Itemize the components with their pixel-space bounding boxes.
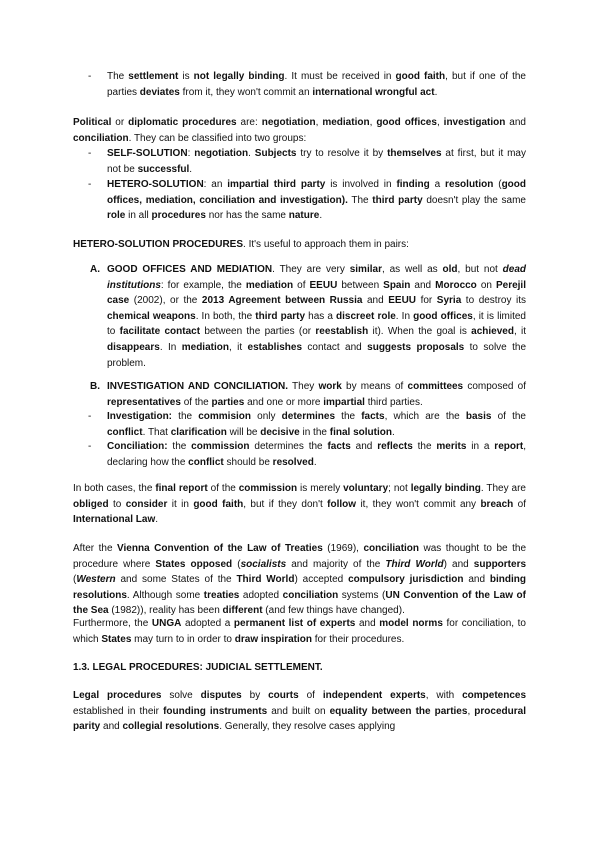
text-run: it). When the goal is — [368, 326, 472, 338]
text-run: Furthermore, the — [73, 618, 152, 629]
text-run: ) accepted — [294, 574, 349, 586]
bold-term: report — [494, 441, 524, 452]
text-run: . — [248, 148, 255, 159]
text-run: ( — [73, 574, 77, 586]
bold-term: International Law — [73, 514, 156, 526]
bold-term: Vienna Convention of the Law of Treaties — [117, 543, 323, 554]
text-run: for their procedures. — [312, 633, 405, 645]
bold-term: nature — [288, 210, 320, 222]
text-run: , with — [425, 690, 463, 701]
list-dash: - — [88, 411, 92, 422]
text-run: and — [505, 117, 526, 128]
bold-term: States opposed — [155, 558, 233, 570]
bold-term: work — [318, 381, 342, 392]
bold-term: disputes — [200, 690, 242, 701]
text-run: . In — [159, 341, 182, 353]
text-run: to solve the problem. — [107, 341, 527, 369]
bold-term: draw inspiration — [234, 633, 312, 645]
bold-term: good faith — [395, 71, 446, 82]
text-run: for — [416, 295, 437, 307]
bold-term: good offices — [376, 117, 437, 128]
bold-term: establishes — [247, 341, 303, 353]
text-run: . They are very — [272, 264, 350, 275]
section-heading-legal-procedures: 1.3. LEGAL PROCEDURES: JUDICIAL SETTLEMENT. — [73, 662, 323, 673]
text-run: , which are the — [384, 411, 466, 422]
bold-term: facts — [361, 411, 385, 422]
text-run: solve — [161, 690, 201, 701]
bold-term: determines — [281, 411, 336, 422]
text-run: is merely — [297, 483, 344, 494]
text-run: the — [335, 411, 362, 422]
text-run: between the parties (or — [200, 326, 316, 338]
text-run: it in — [167, 498, 194, 510]
bold-term: treaties — [203, 589, 240, 601]
bold-term — [385, 559, 443, 570]
bold-term: good faith — [193, 498, 244, 510]
bold-term: Spain — [383, 279, 411, 291]
bold-term: collegial resolutions — [122, 721, 220, 733]
text-run: , as well as — [381, 264, 443, 275]
bold-term: chemical weapons — [107, 310, 196, 322]
bold-term: conciliation — [363, 543, 420, 554]
text-run: The — [347, 194, 373, 206]
bold-term: conflict — [107, 426, 143, 438]
bold-term: merits — [436, 441, 467, 452]
bold-term: courts — [268, 690, 299, 701]
bold-term: model norms — [379, 618, 443, 629]
text-run: (1982)), reality has been — [108, 605, 223, 617]
text-run: . They can be classified into two groups: — [128, 132, 307, 144]
bold-term: procedures — [151, 210, 206, 222]
text-run: by — [241, 690, 269, 701]
emphasis-text: Third World — [385, 558, 444, 570]
list-dash: - — [88, 179, 92, 190]
text-run: from it, they won't commit an — [179, 86, 313, 98]
text-run: may turn to in order to — [131, 633, 235, 645]
text-run: (2002), or the — [129, 295, 202, 307]
emphasis-text: Western — [76, 574, 116, 586]
bold-term: impartial — [323, 396, 365, 408]
bold-term: voluntary — [343, 483, 389, 494]
bold-term: commission — [191, 441, 250, 452]
text-run: ( — [493, 179, 502, 190]
bold-term: conciliation — [73, 132, 129, 144]
text-run: , it — [513, 326, 527, 338]
bold-term: different — [222, 605, 263, 617]
bold-term: facts — [327, 441, 351, 452]
text-run: . — [434, 86, 438, 98]
text-run: on — [476, 279, 496, 291]
text-run: of — [293, 279, 310, 291]
bold-term: GOOD OFFICES AND MEDIATION — [107, 264, 273, 275]
bold-term: consider — [125, 498, 168, 510]
text-run: of — [513, 498, 526, 510]
bold-term: permanent list of experts — [233, 618, 356, 629]
bold-term: Legal procedures — [73, 690, 162, 701]
bold-term: commission — [238, 483, 298, 494]
investigation-item — [107, 409, 526, 440]
bold-term: settlement — [128, 71, 179, 82]
text-run: and built on — [267, 705, 330, 717]
bold-term: good offices, mediation, conciliation and investigation). — [107, 179, 527, 206]
bold-term: Subjects — [254, 148, 297, 159]
bold-term: themselves — [387, 148, 442, 159]
bold-term: finding — [396, 179, 430, 190]
text-run: for conciliation, to which — [73, 618, 526, 645]
text-run: and some States of the — [115, 574, 237, 586]
text-run: After the — [73, 543, 118, 554]
bold-term: Third World — [236, 574, 295, 586]
bold-term: negotiation — [261, 117, 316, 128]
text-run: (and few things have changed). — [262, 605, 405, 617]
text-run: the — [172, 411, 199, 422]
text-run: only — [251, 411, 282, 422]
section-letter-b: B. — [90, 381, 100, 392]
text-run: . It must be received in — [284, 71, 396, 82]
text-run: between — [337, 279, 384, 291]
text-run: are: — [236, 117, 262, 128]
text-run: of — [298, 690, 323, 701]
text-run: . In both, the — [195, 310, 256, 322]
text-run: , but not — [457, 264, 503, 275]
bold-term: decisive — [260, 426, 300, 438]
bold-term: similar — [349, 264, 382, 275]
text-run: in a — [466, 441, 495, 452]
text-run: and majority of the — [286, 558, 386, 570]
bold-term: resolved — [272, 456, 314, 468]
text-run: ; not — [388, 483, 411, 494]
text-run: will be — [226, 426, 261, 438]
bold-term: EEUU — [388, 295, 417, 307]
bold-term: conciliation — [282, 589, 339, 601]
text-run: by means of — [341, 381, 408, 392]
text-run: . Generally, they resolve cases applying — [219, 721, 396, 733]
text-run: contact and — [302, 341, 368, 353]
bold-term: Syria — [436, 295, 462, 307]
text-run: third parties. — [364, 396, 423, 408]
text-run: . — [189, 163, 193, 175]
bold-term: third party — [255, 310, 306, 322]
bold-term: Political — [73, 117, 112, 128]
text-run: : — [187, 148, 195, 159]
text-run: and one or more — [244, 396, 324, 408]
text-run: doesn't play the same — [422, 194, 526, 206]
bold-term: States — [101, 633, 132, 645]
bold-term: Morocco — [435, 279, 477, 291]
bold-term: binding resolutions — [73, 574, 526, 601]
bold-term: mediation — [181, 341, 229, 353]
bold-term: role — [107, 210, 126, 222]
bold-term: successful — [137, 163, 190, 175]
bold-term: independent experts — [322, 690, 426, 701]
bold-term: final solution — [329, 426, 392, 438]
list-dash: - — [88, 148, 92, 159]
bold-term — [241, 559, 287, 570]
bold-term: parties — [211, 396, 245, 408]
text-run: should be — [223, 456, 273, 468]
text-run: , declaring how the — [107, 441, 526, 468]
bold-term: final report — [155, 483, 208, 494]
bold-term: HETERO-SOLUTION PROCEDURES — [73, 239, 244, 250]
bold-term: mediation — [245, 279, 294, 291]
text-run: The — [107, 71, 129, 82]
bold-term: equality between the parties — [329, 705, 468, 717]
text-run: a — [429, 179, 446, 190]
investigation-conciliation-paragraph — [107, 379, 526, 410]
bold-term: follow — [327, 498, 357, 510]
text-run: has a — [305, 310, 337, 322]
text-run: , but if they don't — [243, 498, 328, 510]
bold-term: obliged — [73, 498, 109, 510]
good-offices-mediation-paragraph — [107, 262, 526, 371]
settlement-paragraph — [107, 69, 526, 100]
bold-term: Investigation: — [107, 411, 173, 422]
bold-term: good offices — [413, 310, 473, 322]
text-run: in the — [299, 426, 330, 438]
text-run: and — [410, 279, 436, 291]
bold-term: UNGA — [151, 618, 182, 629]
final-report-paragraph — [73, 481, 526, 528]
text-run: in all — [125, 210, 152, 222]
text-run: and — [355, 618, 380, 629]
self-solution-item — [107, 146, 526, 177]
bold-term: discreet role — [336, 310, 396, 322]
text-run: at first, but it may not be — [107, 148, 526, 175]
bold-term: SELF-SOLUTION — [107, 148, 188, 159]
text-run: : for example, the — [160, 279, 246, 291]
text-run: ) and — [443, 558, 474, 570]
text-run: adopted — [239, 589, 283, 601]
bold-term: HETERO-SOLUTION — [107, 179, 204, 190]
bold-term: competences — [462, 690, 527, 701]
diplomatic-procedures-paragraph — [73, 115, 526, 146]
bold-term: breach — [480, 498, 514, 510]
text-run: . — [319, 210, 323, 222]
bold-term: international wrongful act — [312, 86, 435, 98]
text-run: established in their — [73, 705, 164, 717]
text-run: , — [315, 117, 323, 128]
bold-term: legally binding — [410, 483, 481, 494]
bold-term: compulsory jurisdiction — [348, 574, 464, 586]
text-run: systems ( — [338, 589, 386, 601]
text-run: , — [467, 705, 475, 717]
text-run: determines the — [249, 441, 328, 452]
bold-term: old — [442, 264, 458, 275]
text-run: of the — [180, 396, 212, 408]
text-run: of the — [207, 483, 239, 494]
bold-term: committees — [407, 381, 464, 392]
conciliation-item — [107, 439, 526, 470]
text-run: the — [412, 441, 437, 452]
bold-term: clarification — [170, 426, 227, 438]
text-run: the — [167, 441, 192, 452]
bold-term: not legally binding — [193, 71, 285, 82]
legal-procedures-paragraph — [73, 688, 526, 735]
text-run: it, they won't commit any — [356, 498, 481, 510]
list-dash: - — [88, 441, 92, 452]
bold-term: achieved — [471, 326, 514, 338]
bold-term: EEUU — [309, 279, 338, 291]
text-run: or — [111, 117, 129, 128]
bold-term: investigation — [443, 117, 506, 128]
bold-term: reestablish — [315, 326, 369, 338]
text-run: (1969), — [322, 543, 364, 554]
bold-term: supporters — [473, 558, 527, 570]
text-run: , but if one of the parties — [107, 71, 526, 98]
text-run: . It's useful to approach them in pairs: — [243, 239, 409, 250]
bold-term: basis — [465, 411, 492, 422]
text-run: try to resolve it by — [296, 148, 388, 159]
bold-term: UN Convention of the Law of the Sea — [73, 589, 526, 617]
text-run: . — [391, 426, 395, 438]
bold-term: Perejil case — [107, 279, 526, 307]
text-run: In both cases, the — [73, 483, 156, 494]
bold-term: impartial third party — [227, 179, 326, 190]
bold-term: suggests proposals — [367, 341, 465, 353]
text-run: , — [369, 117, 377, 128]
text-run: , it is limited to — [107, 310, 526, 338]
bold-term: negotiation — [194, 148, 249, 159]
unga-paragraph — [73, 616, 526, 647]
section-letter-a: A. — [90, 264, 100, 275]
bold-term: representatives — [107, 396, 181, 408]
list-dash: - — [88, 71, 92, 82]
hetero-solution-procedures-heading — [73, 237, 526, 253]
bold-term: resolution — [445, 179, 494, 190]
bold-term: mediation — [322, 117, 370, 128]
bold-term: reflects — [377, 441, 413, 452]
vienna-convention-paragraph — [73, 541, 526, 619]
bold-term: diplomatic procedures — [128, 117, 237, 128]
bold-term: deviates — [139, 86, 180, 98]
text-run: and — [100, 721, 123, 733]
emphasis-text: socialists — [240, 558, 287, 570]
text-run: of the — [491, 411, 526, 422]
text-run: . Although some — [126, 589, 204, 601]
text-run: . They are — [480, 483, 526, 494]
text-run: is — [178, 71, 194, 82]
text-run: adopted a — [181, 618, 234, 629]
text-run: . That — [142, 426, 171, 438]
text-run: and — [362, 295, 389, 307]
text-run: , — [436, 117, 444, 128]
bold-term: 2013 Agreement between Russia — [201, 295, 363, 307]
text-run: : an — [203, 179, 228, 190]
bold-term: procedural parity — [73, 705, 526, 733]
text-run: They — [288, 381, 319, 392]
text-run: . — [313, 456, 317, 468]
text-run: composed of — [463, 381, 527, 392]
bold-term: Conciliation: — [107, 441, 168, 452]
bold-term: third party — [372, 194, 423, 206]
text-run: . — [155, 514, 159, 526]
bold-term: INVESTIGATION AND CONCILIATION. — [107, 381, 288, 392]
text-run: nor has the same — [205, 210, 289, 222]
bold-term: commision — [198, 411, 252, 422]
bold-term: conflict — [188, 456, 224, 468]
text-run: and — [463, 574, 490, 586]
bold-term: disappears — [107, 341, 160, 353]
text-run: was thought to be the procedure where — [73, 543, 527, 570]
text-run: ( — [232, 558, 241, 570]
emphasis-text: dead institutions — [107, 264, 526, 291]
text-run: and — [350, 441, 378, 452]
text-run: to — [108, 498, 126, 510]
bold-term — [76, 574, 115, 585]
hetero-solution-item — [107, 177, 526, 224]
text-run: to destroy its — [461, 295, 527, 307]
text-run: , it — [228, 341, 248, 353]
text-run: . In — [395, 310, 414, 322]
bold-term: founding instruments — [163, 705, 268, 717]
text-run: is involved in — [325, 179, 397, 190]
bold-term: facilitate contact — [119, 326, 201, 338]
